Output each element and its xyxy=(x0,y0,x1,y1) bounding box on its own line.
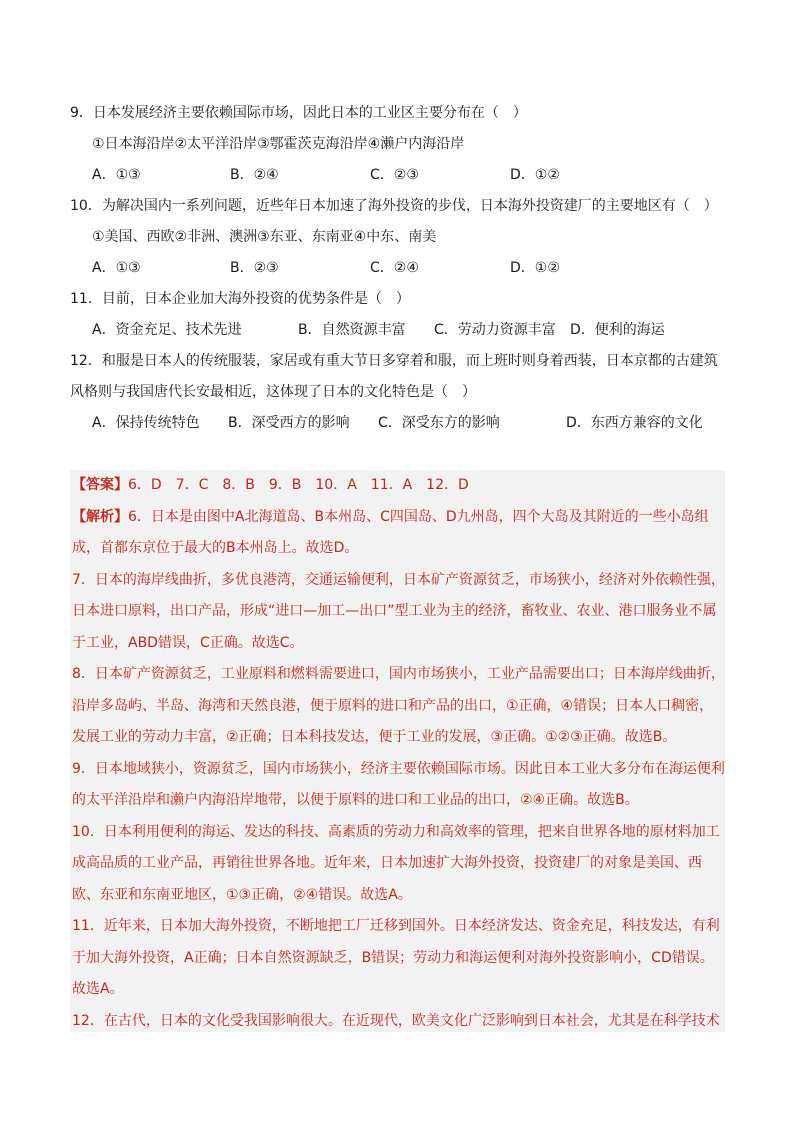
question-9-options xyxy=(70,160,730,191)
option-c: C．深受东方的影响 xyxy=(378,415,500,431)
analysis-paragraph-10: 10．日本利用便利的海运、发达的科技、高素质的劳动力和高效率的管理，把来自世界各地的原材料加工成高品质的工业产品，再销往世界各地。近年来，日本加速扩大海外投资，投资建厂的对象是美国、西欧、东亚和东南亚地区，①③正确，②④错误。故选A。 xyxy=(72,823,720,903)
questions-section xyxy=(70,98,730,439)
option-d: D．①② xyxy=(510,260,560,276)
analysis-paragraph-7: 7．日本的海岸线曲折，多优良港湾，交通运输便利，日本矿产资源贫乏，市场狭小，经济对外依赖性强，日本进口原料，出口产品，形成“进口—加工—出口”型工业为主的经济，畜牧业、农业、港口服务业不属于工业，ABD错误，C正确。故选C。 xyxy=(72,571,725,651)
question-11-stem: 11．目前，日本企业加大海外投资的优势条件是（ ） xyxy=(70,291,410,307)
analysis-paragraph-11: 11．近年来，日本加大海外投资，不断地把工厂迁移到国外。日本经济发达、资金充足，科技发达，有利于加大海外投资，A正确；日本自然资源缺乏，B错误；劳动力和海运便利对海外投资影响小，CD错误。故选A。 xyxy=(72,918,720,997)
question-10-options xyxy=(70,253,730,284)
question-11-options xyxy=(70,315,730,346)
option-c: C．②③ xyxy=(370,167,419,183)
option-d: D．便利的海运 xyxy=(570,322,665,338)
option-d: D．东西方兼容的文化 xyxy=(566,415,703,431)
question-9-items: ①日本海沿岸②太平洋沿岸③鄂霍茨克海沿岸④濑户内海沿岸 xyxy=(92,136,465,152)
answer-line xyxy=(72,470,725,502)
question-12-options xyxy=(70,408,730,439)
option-c: C．②④ xyxy=(370,260,419,276)
option-b: B．②④ xyxy=(230,167,279,183)
option-a: A．资金充足、技术先进 xyxy=(92,322,242,338)
analysis-6-text: 6．日本是由图中A北海道岛、B本州岛、C四国岛、D九州岛，四个大岛及其附近的一些小岛组成，首都东京位于最大的B本州岛上。故选D。 xyxy=(72,508,709,556)
answer-tag: 【答案】 xyxy=(72,477,128,493)
option-b: B．深受西方的影响 xyxy=(228,415,350,431)
option-d: D．①② xyxy=(510,167,560,183)
analysis-paragraph-6 xyxy=(72,502,725,565)
analysis-paragraph-12: 12．在古代，日本的文化受我国影响很大。在近现代，欧美文化广泛影响到日本社会，尤其是在科学技术 xyxy=(72,1012,720,1029)
option-c: C．劳动力资源丰富 xyxy=(434,322,556,338)
analysis-tag: 【解析】 xyxy=(72,508,128,525)
analysis-paragraph-9: 9．日本地域狭小，资源贫乏，国内市场狭小，经济主要依赖国际市场。因此日本工业大多分布在海运便利的太平洋沿岸和濑户内海沿岸地带，以便于原料的进口和工业品的出口，②④正确。故选B。 xyxy=(72,760,725,808)
question-12-stem: 12．和服是日本人的传统服装，家居或有重大节日多穿着和服，而上班时则身着西装，日本京都的古建筑风格则与我国唐代长安最相近，这体现了日本的文化特色是（ ） xyxy=(70,353,718,400)
option-a: A．保持传统特色 xyxy=(92,415,200,431)
question-9-stem: 9．日本发展经济主要依赖国际市场，因此日本的工业区主要分布在（ ） xyxy=(70,105,527,121)
option-b: B．②③ xyxy=(230,260,279,276)
question-10-stem: 10．为解决国内一系列问题，近些年日本加速了海外投资的步伐，日本海外投资建厂的主要地区有（ ） xyxy=(70,198,718,214)
option-a: A．①③ xyxy=(92,167,141,183)
question-10-items: ①美国、西欧②非洲、澳洲③东亚、东南亚④中东、南美 xyxy=(92,229,437,245)
answer-text: 6．D 7．C 8．B 9．B 10．A 11．A 12．D xyxy=(128,477,469,493)
analysis-paragraph-8: 8．日本矿产资源贫乏，工业原料和燃料需要进口，国内市场狭小，工业产品需要出口；日本海岸线曲折，沿岸多岛屿、半岛、海湾和天然良港，便于原料的进口和产品的出口，①正确，④错误；日本人口稠密，发展工业的劳动力丰富，②正确；日本科技发达，便于工业的发展，③正确。①②③正确。故选B。 xyxy=(72,666,725,745)
answer-analysis-box xyxy=(70,470,725,1032)
option-a: A．①③ xyxy=(92,260,141,276)
option-b: B．自然资源丰富 xyxy=(298,322,406,338)
